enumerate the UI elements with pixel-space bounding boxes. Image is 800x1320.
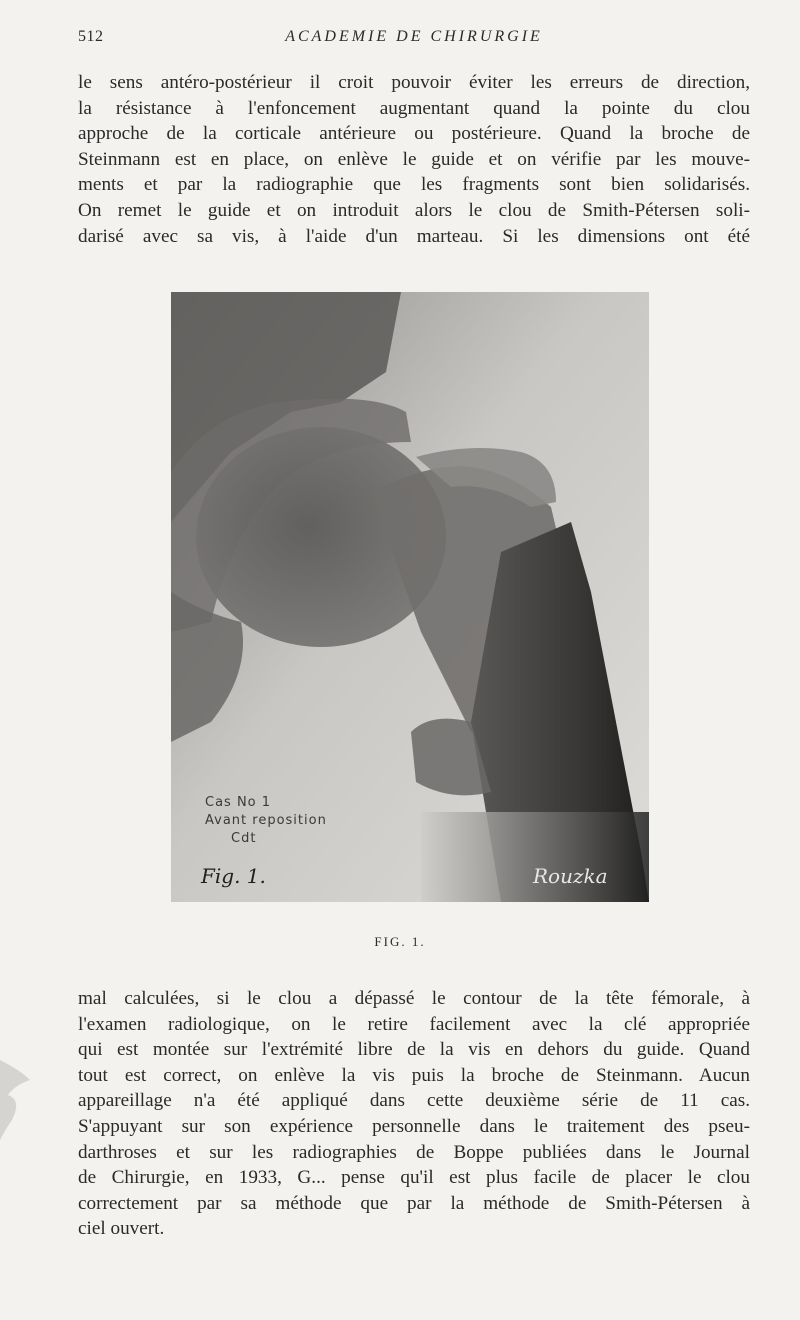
text-line: darisé avec sa vis, à l'aide d'un marteau. Si les dimensions ont été: [78, 225, 750, 247]
text-line: l'examen radiologique, on le retire facilement avec la clé appropriée: [78, 1013, 750, 1035]
text-line: correctement par sa méthode que par la méthode de Smith-Pétersen à: [78, 1192, 750, 1214]
xray-annotation-line3: Cdt: [231, 831, 257, 846]
page-header: [78, 28, 750, 52]
text-line: qui est montée sur l'extrémité libre de la vis en dehors du guide. Quand: [78, 1039, 750, 1061]
text-line: Steinmann est en place, on enlève le guide et on vérifie par les mouve-: [78, 148, 750, 170]
xray-shadow: [421, 812, 649, 902]
text-line: la résistance à l'enfoncement augmentant quand la pointe du clou: [78, 97, 750, 119]
figure-caption: FIG. 1.: [374, 934, 426, 949]
xray-signature: Rouzka: [533, 864, 608, 888]
page-number: 512: [78, 28, 104, 45]
paragraph-top: [78, 70, 750, 249]
text-line: On remet le guide et on introduit alors le clou de Smith-Pétersen soli-: [78, 199, 750, 221]
paragraph-bottom: [78, 986, 750, 1242]
text-line: darthroses et sur les radiographies de Boppe publiées dans le Journal: [78, 1141, 750, 1163]
text-line: appareillage n'a été appliqué dans cette deuxième série de 11 cas.: [78, 1090, 750, 1112]
text-line: ciel ouvert.: [78, 1218, 165, 1240]
xray-figure: [171, 292, 649, 902]
xray-annotation-line2: Avant reposition: [205, 813, 327, 828]
text-line: mal calculées, si le clou a dépassé le contour de la tête fémorale, à: [78, 988, 750, 1009]
text-line: de Chirurgie, en 1933, G... pense qu'il est plus facile de placer le clou: [78, 1167, 750, 1189]
text-line: approche de la corticale antérieure ou postérieure. Quand la broche de: [78, 123, 750, 145]
xray-fig-handwritten: Fig. 1.: [201, 864, 266, 888]
text-line: le sens antéro-postérieur il croit pouvoir éviter les erreurs de direction,: [78, 72, 750, 93]
running-head: ACADEMIE DE CHIRURGIE: [285, 28, 543, 45]
xray-annotation: [205, 794, 327, 848]
margin-blemish: [0, 1040, 40, 1150]
text-line: S'appuyant sur son expérience personnelle dans le traitement des pseu-: [78, 1115, 750, 1137]
text-line: tout est correct, on enlève la vis puis la broche de Steinmann. Aucun: [78, 1064, 750, 1086]
text-line: ments et par la radiographie que les fragments sont bien solidarisés.: [78, 174, 750, 196]
xray-annotation-line1: Cas No 1: [205, 795, 272, 810]
